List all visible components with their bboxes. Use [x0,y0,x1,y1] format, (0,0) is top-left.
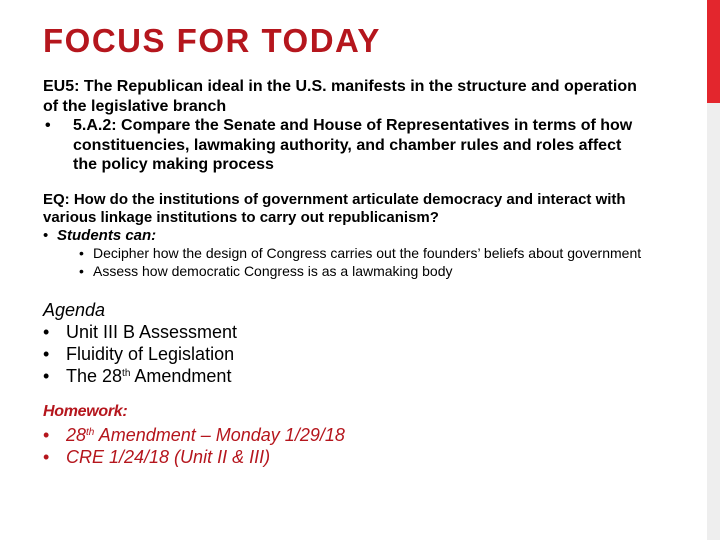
agenda-item-text: Fluidity of Legislation [66,344,235,364]
agenda-item3-post: Amendment [130,366,232,386]
ordinal-suffix: th [86,427,95,438]
homework-item-text: CRE 1/24/18 (Unit II & III) [66,447,271,467]
eq-item [43,263,643,281]
bullet-icon: • [79,245,84,261]
homework-heading: Homework: [43,403,128,420]
eq-item [43,245,643,263]
eq-item-text: Assess how democratic Congress is as a lawmaking body [93,262,453,279]
students-can-line [43,227,643,245]
eu-bullet [43,116,643,175]
agenda-item [43,321,643,343]
eq-item-text: Decipher how the design of Congress carries out the founders’ beliefs about government [93,245,642,261]
homework-item [43,424,643,446]
agenda-item [43,343,643,365]
accent-bar-gray [707,103,720,540]
bullet-icon: • [43,322,50,342]
bullet-icon: • [43,227,49,244]
agenda-section [43,299,643,387]
homework-item1-post: Amendment – Monday 1/29/18 [94,425,345,445]
bullet-icon: • [45,117,51,134]
bullet-icon: • [43,425,50,445]
agenda-item-text: Unit III B Assessment [66,322,238,342]
enduring-understanding [43,77,643,175]
bullet-icon: • [43,344,50,364]
homework-item [43,446,643,468]
agenda-heading: Agenda [43,300,106,320]
homework-item-text [66,424,345,446]
agenda-item-text [66,365,231,387]
students-can-label: Students can: [57,227,157,244]
bullet-icon: • [79,262,84,279]
eu-bullet-text: 5.A.2: Compare the Senate and House of Representatives in terms of how constituencies, lawmaking authority, and chamber rules and roles affect the policy making process [73,117,633,173]
agenda-item [43,365,643,387]
homework-list [43,424,643,468]
bullet-icon: • [43,366,50,386]
essential-question [43,191,643,280]
eq-heading: EQ: How do the institutions of government articulate democracy and interact with various linkage institutions to carry out republicanism? [43,191,626,226]
slide-title: FOCUS FOR TODAY [43,22,381,59]
ordinal-suffix: th [122,368,131,379]
accent-bar [707,0,720,103]
agenda-item3-pre: The 28 [66,366,123,386]
bullet-icon: • [43,447,50,467]
homework-item1-pre: 28 [66,425,87,445]
eu-heading: EU5: The Republican ideal in the U.S. manifests in the structure and operation of the legislative branch [43,78,637,115]
